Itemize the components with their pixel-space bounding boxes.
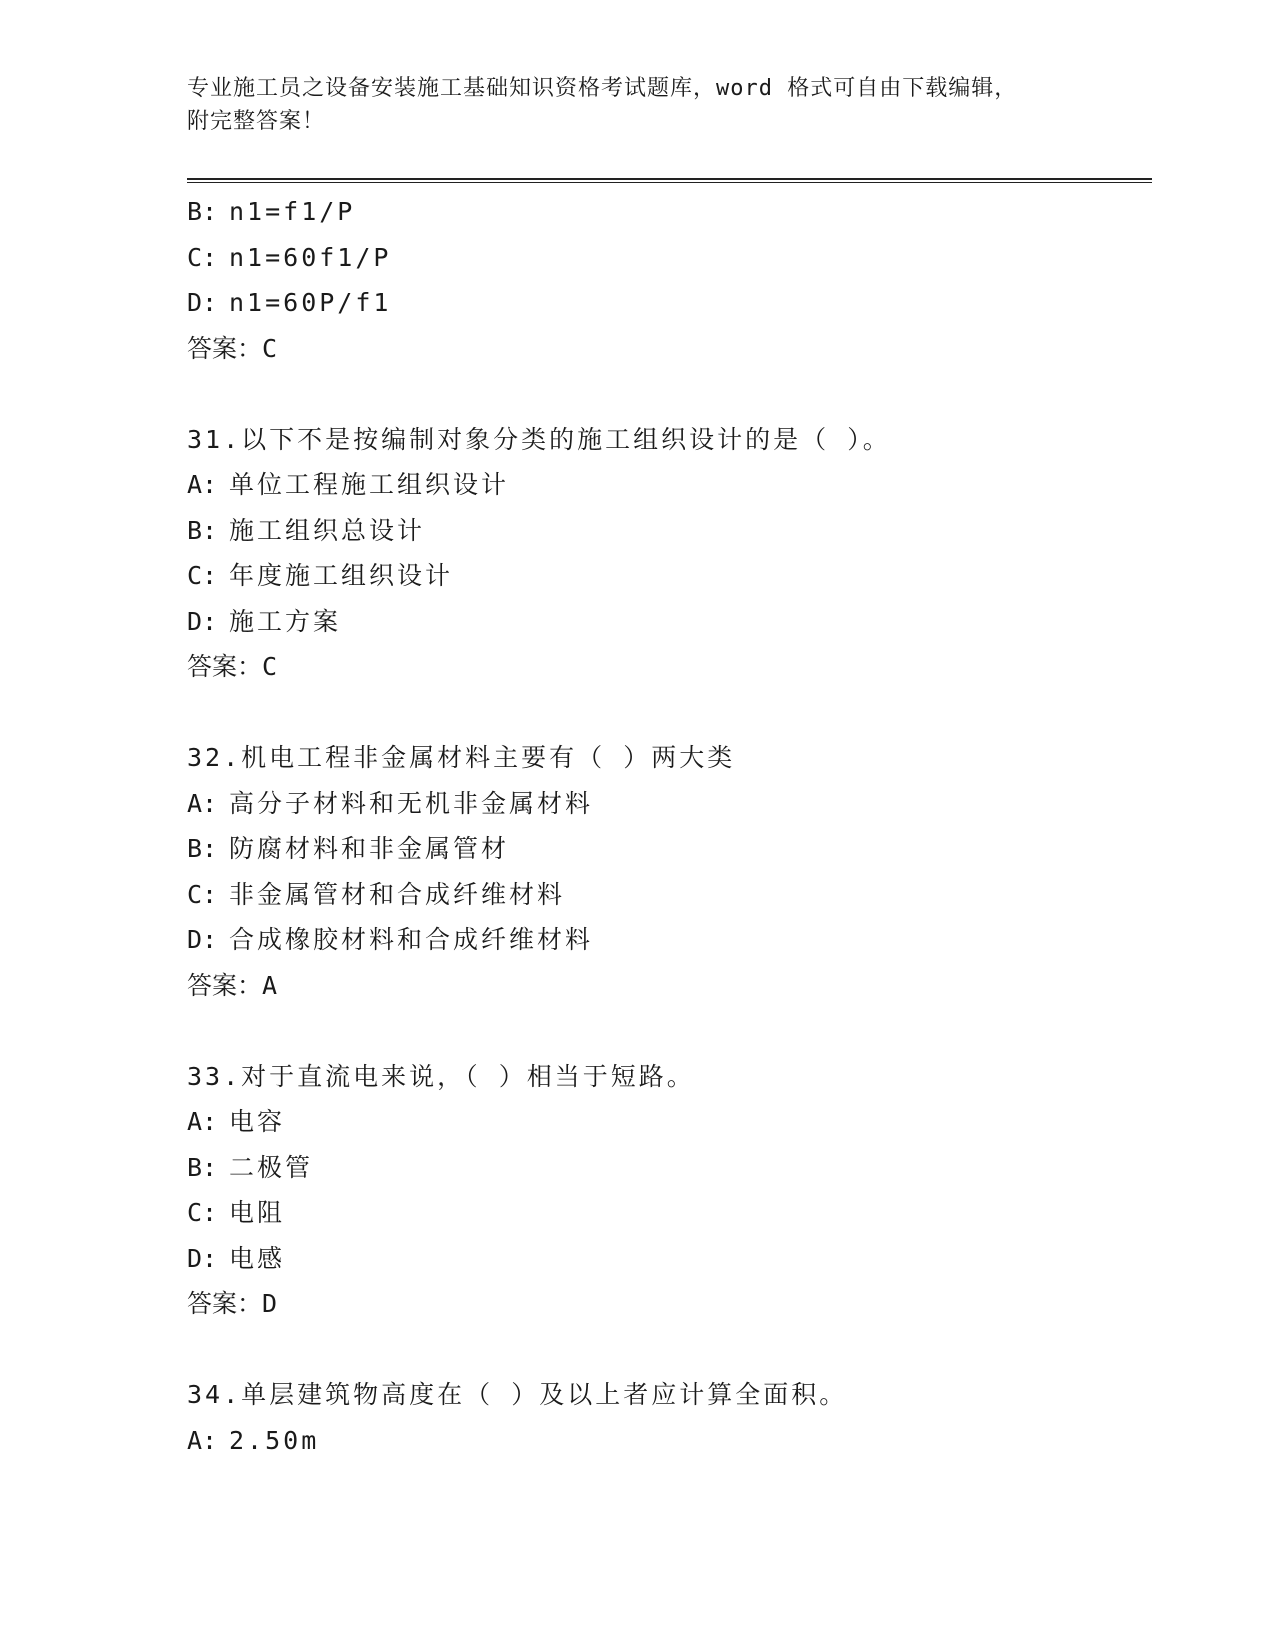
question-30-partial	[187, 189, 1152, 371]
spacer	[187, 690, 1152, 736]
option-a: A: 单位工程施工组织设计	[187, 470, 510, 499]
option-d: D: 施工方案	[187, 606, 342, 636]
option-a: A: 2.50m	[187, 1425, 320, 1455]
question-stem: 34.单层建筑物高度在（ ）及以上者应计算全面积。	[187, 1380, 848, 1409]
question-34	[187, 1372, 1152, 1463]
header-line-2: 附完整答案！	[187, 109, 326, 134]
option-d: D: 合成橡胶材料和合成纤维材料	[187, 925, 594, 954]
question-32	[187, 735, 1152, 1008]
document-header	[187, 72, 1087, 138]
option-a: A: 电容	[187, 1107, 286, 1136]
spacer	[187, 1008, 1152, 1054]
header-rule-thin	[187, 182, 1152, 183]
answer-line: 答案：C	[187, 652, 278, 681]
question-stem: 32.机电工程非金属材料主要有（ ）两大类	[187, 743, 736, 772]
option-d: D: 电感	[187, 1243, 286, 1273]
option-c: C: 非金属管材和合成纤维材料	[187, 879, 566, 909]
answer-line: 答案：D	[187, 1289, 278, 1318]
header-line-1: 专业施工员之设备安装施工基础知识资格考试题库，word 格式可自由下载编辑，	[187, 76, 1018, 101]
option-b: B: n1=f1/P	[187, 197, 356, 226]
question-stem: 31.以下不是按编制对象分类的施工组织设计的是（ ）。	[187, 424, 891, 454]
question-list	[187, 189, 1152, 1463]
spacer	[187, 371, 1152, 417]
answer-line: 答案：C	[187, 333, 278, 363]
question-33	[187, 1054, 1152, 1327]
option-b: B: 施工组织总设计	[187, 515, 426, 545]
option-a: A: 高分子材料和无机非金属材料	[187, 788, 594, 818]
question-31	[187, 417, 1152, 690]
option-b: B: 二极管	[187, 1152, 314, 1182]
question-stem: 33.对于直流电来说，（ ）相当于短路。	[187, 1061, 695, 1091]
header-rule-thick	[187, 178, 1152, 180]
option-c: C: 年度施工组织设计	[187, 561, 454, 590]
option-c: C: 电阻	[187, 1198, 286, 1227]
option-b: B: 防腐材料和非金属管材	[187, 834, 510, 863]
option-c: C: n1=60f1/P	[187, 242, 392, 272]
answer-line: 答案：A	[187, 970, 278, 1000]
spacer	[187, 1327, 1152, 1373]
option-d: D: n1=60P/f1	[187, 288, 392, 317]
